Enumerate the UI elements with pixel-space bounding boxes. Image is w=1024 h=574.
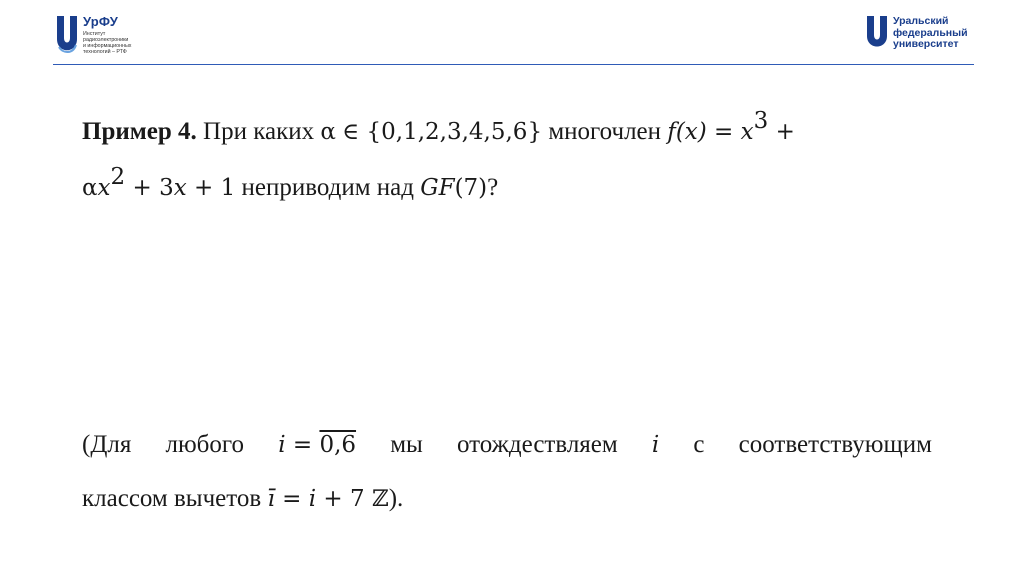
note-word: (Для bbox=[82, 431, 132, 458]
math-set: ∈ {0,1,2,3,4,5,6} bbox=[342, 119, 543, 145]
math-x: x bbox=[740, 119, 754, 145]
math-integers: ℤ bbox=[371, 486, 389, 512]
math-i: i bbox=[278, 432, 286, 458]
math-x: x bbox=[97, 175, 111, 201]
math-f: f bbox=[667, 119, 676, 145]
math-alpha: α bbox=[82, 175, 98, 201]
note-word: любого bbox=[165, 431, 245, 458]
math-x: x bbox=[173, 175, 187, 201]
math-term: + 3 bbox=[125, 175, 174, 201]
math-range: 0,6 bbox=[319, 432, 357, 458]
note-word: соответствующим bbox=[738, 431, 932, 458]
math-term: + 1 bbox=[186, 175, 236, 201]
urfu-short-name: УрФУ bbox=[83, 14, 119, 29]
institute-line: и информационных bbox=[83, 43, 132, 49]
note-line bbox=[82, 472, 932, 526]
math-exponent: 3 bbox=[753, 107, 769, 134]
math-gf-arg: (7) bbox=[454, 175, 488, 201]
math-gf: GF bbox=[420, 175, 455, 201]
university-name-line: университет bbox=[893, 38, 959, 50]
urfu-u-logo-icon bbox=[55, 14, 79, 56]
residue-class-note bbox=[82, 418, 932, 526]
note-word: с bbox=[693, 431, 705, 458]
slide-header bbox=[0, 0, 1024, 70]
question-mark: ? bbox=[487, 174, 499, 201]
note-math bbox=[278, 418, 356, 472]
problem-text: многочлен bbox=[548, 118, 662, 145]
university-name bbox=[893, 16, 968, 51]
institute-line: технологий – РТФ bbox=[83, 49, 127, 55]
math-equals: = bbox=[274, 486, 309, 512]
problem-text: При каких bbox=[203, 118, 315, 145]
math-alpha: α bbox=[320, 119, 336, 145]
math-i-bar: ī bbox=[267, 486, 275, 512]
math-equals: = bbox=[706, 119, 741, 145]
urfu-university-logo bbox=[866, 15, 996, 55]
university-name-line: федеральный bbox=[893, 26, 968, 39]
note-word: мы bbox=[390, 431, 423, 458]
math-i: i bbox=[651, 432, 660, 458]
problem-text: неприводим над bbox=[241, 174, 414, 201]
note-text: ). bbox=[388, 485, 404, 512]
header-divider bbox=[53, 64, 974, 65]
math-plus: + bbox=[768, 119, 795, 145]
problem-statement bbox=[82, 104, 932, 216]
institute-line: Институт bbox=[83, 31, 106, 37]
math-exponent: 2 bbox=[110, 163, 126, 190]
institute-line: радиоэлектроники bbox=[83, 37, 129, 43]
note-word: отождествляем bbox=[456, 431, 618, 458]
note-line bbox=[82, 418, 932, 472]
urfu-u-logo-icon bbox=[866, 15, 888, 51]
institute-name bbox=[83, 31, 163, 55]
urfu-irit-logo bbox=[55, 14, 165, 58]
math-equals: = bbox=[285, 432, 320, 458]
university-name-line: Уральский bbox=[893, 15, 949, 27]
note-text: классом вычетов bbox=[82, 485, 262, 512]
example-label: Пример 4. bbox=[82, 118, 197, 145]
math-fx-arg: (x) bbox=[675, 119, 707, 145]
math-term: + 7 bbox=[316, 486, 372, 512]
math-i: i bbox=[308, 486, 317, 512]
